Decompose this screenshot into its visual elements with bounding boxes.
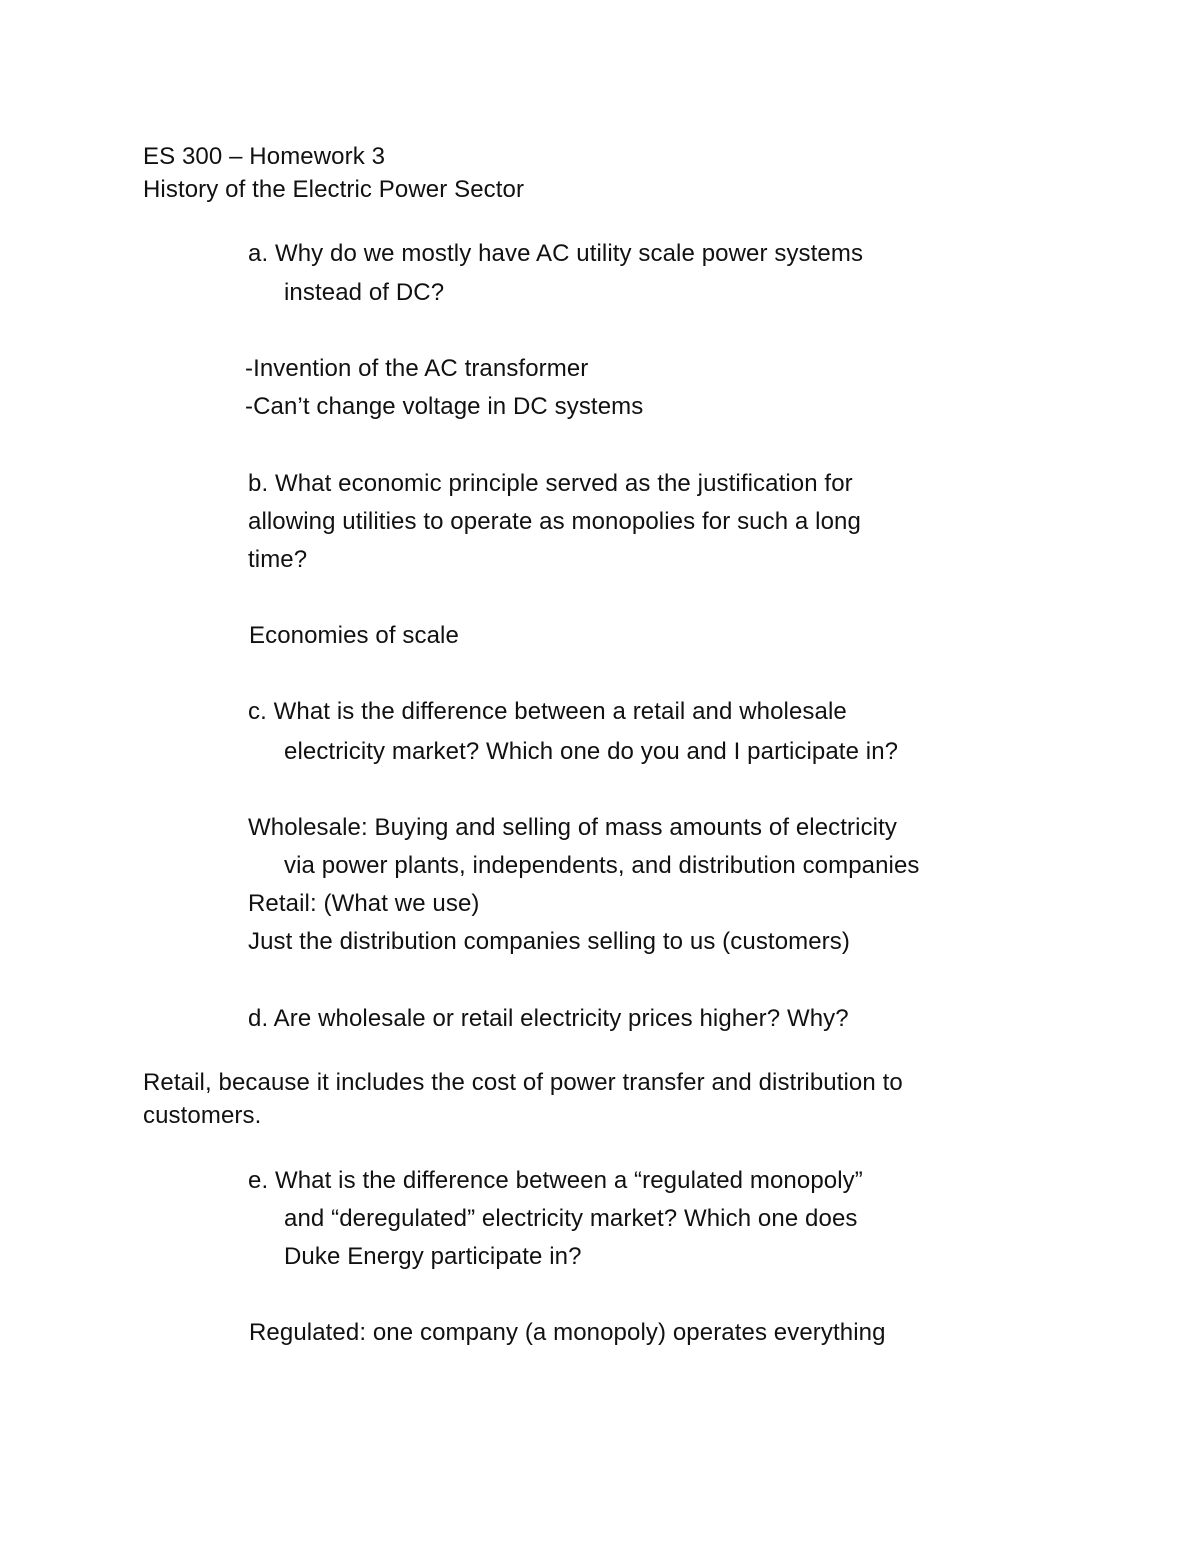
answer-a-line-1: -Invention of the AC transformer xyxy=(245,355,589,382)
question-a-line-2: instead of DC? xyxy=(284,279,445,306)
answer-d-line-2: customers. xyxy=(143,1102,262,1129)
question-c-line-1: c. What is the difference between a retail and wholesale xyxy=(248,698,847,725)
question-e-line-3: Duke Energy participate in? xyxy=(284,1243,582,1270)
question-e-line-2: and “deregulated” electricity market? Which one does xyxy=(284,1205,858,1232)
question-d-line-1: d. Are wholesale or retail electricity prices higher? Why? xyxy=(248,1005,849,1032)
answer-c-line-1: Wholesale: Buying and selling of mass amounts of electricity xyxy=(248,814,897,841)
answer-c-line-3: Retail: (What we use) xyxy=(248,890,480,917)
answer-d-line-1: Retail, because it includes the cost of power transfer and distribution to xyxy=(143,1069,903,1096)
answer-b-line-1: Economies of scale xyxy=(249,622,459,649)
question-e-line-1: e. What is the difference between a “regulated monopoly” xyxy=(248,1167,863,1194)
question-b-line-3: time? xyxy=(248,546,308,573)
question-a-line-1: a. Why do we mostly have AC utility scale power systems xyxy=(248,240,864,267)
question-b-line-1: b. What economic principle served as the justification for xyxy=(248,470,853,497)
document-subtitle: History of the Electric Power Sector xyxy=(143,176,525,203)
question-b-line-2: allowing utilities to operate as monopolies for such a long xyxy=(248,508,861,535)
answer-a-line-2: -Can’t change voltage in DC systems xyxy=(245,393,644,420)
answer-e-line-1: Regulated: one company (a monopoly) operates everything xyxy=(249,1319,886,1346)
answer-c-line-4: Just the distribution companies selling to us (customers) xyxy=(248,928,850,955)
question-c-line-2: electricity market? Which one do you and I participate in? xyxy=(284,738,899,765)
answer-c-line-2: via power plants, independents, and distribution companies xyxy=(284,852,920,879)
document-title: ES 300 – Homework 3 xyxy=(143,143,386,170)
